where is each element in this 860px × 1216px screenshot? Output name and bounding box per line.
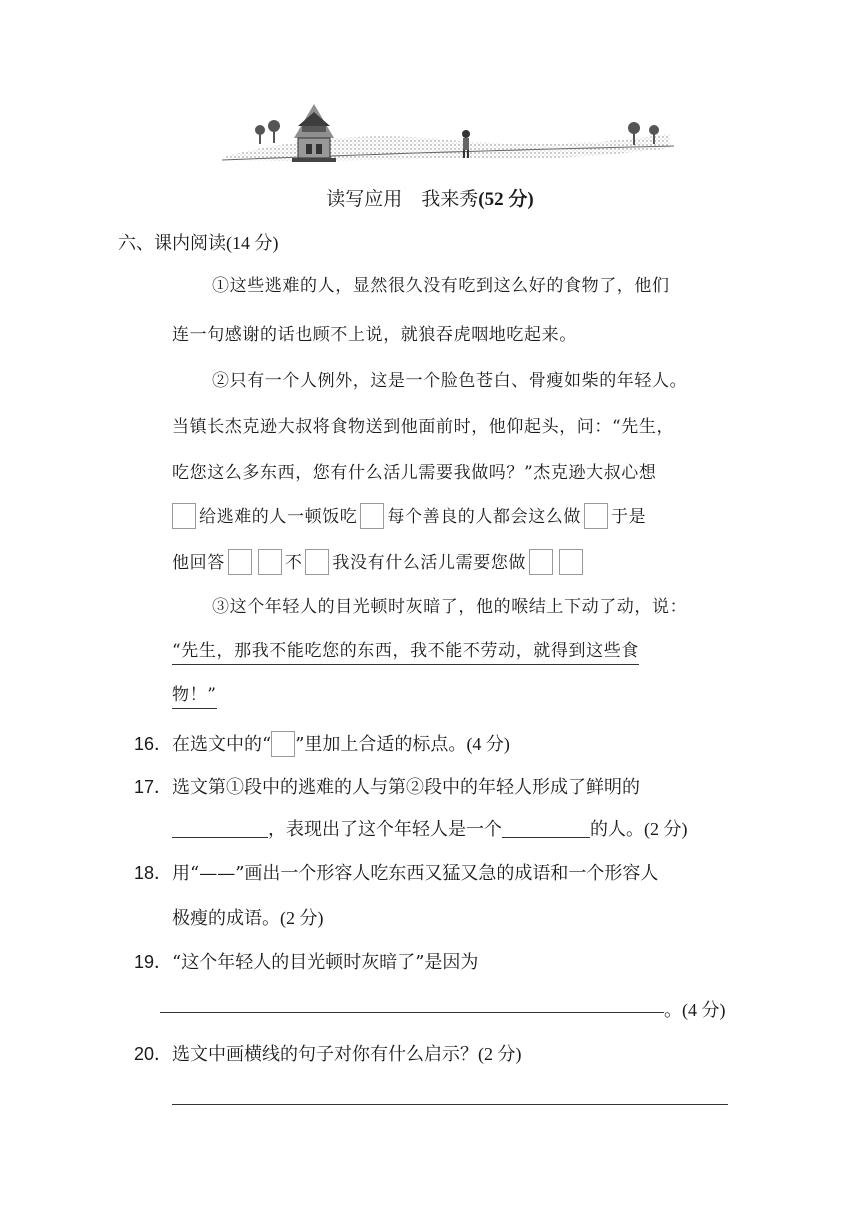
passage-p2-line2: 当镇长杰克逊大叔将食物送到他面前时，他仰起头，问：“先生，: [172, 417, 675, 437]
title-main: 读写应用 我来秀: [326, 188, 479, 210]
passage-p1-line2: 连一句感谢的话也顾不上说，就狼吞虎咽地吃起来。: [172, 325, 577, 345]
passage-p3-line3-underlined: 物！”: [172, 680, 217, 709]
punctuation-box[interactable]: [360, 503, 384, 529]
line-text: 每个善良的人都会这么做: [387, 507, 582, 527]
question-19: [134, 948, 478, 974]
passage-p3-line2-underlined: “先生，那我不能吃您的东西，我不能不劳动，就得到这些食: [172, 636, 639, 665]
line-text: 于是: [611, 507, 647, 527]
section-score: (14 分): [226, 233, 279, 253]
question-17-line2: [172, 815, 688, 841]
question-score: (4 分): [682, 1000, 726, 1020]
passage-p2-line1: ②只有一个人例外，这是一个脸色苍白、骨瘦如柴的年轻人。: [212, 371, 688, 391]
punctuation-box[interactable]: [228, 549, 252, 575]
question-17: [134, 773, 640, 799]
question-text: 。: [664, 1000, 682, 1021]
question-text: “这个年轻人的目光顿时灰暗了”是因为: [172, 952, 479, 973]
question-18: [134, 859, 658, 885]
passage-p1-line1: ①这些逃难的人，显然很久没有吃到这么好的食物了，他们: [212, 276, 670, 296]
question-18-line2: [172, 904, 324, 930]
answer-line[interactable]: [172, 1104, 728, 1105]
question-score: (4 分): [466, 734, 510, 754]
line-text: 不: [284, 553, 303, 573]
question-text: ，表现出了这个年轻人是一个: [268, 819, 502, 840]
section-title: 六、课内阅读: [118, 233, 226, 254]
title-score: (52 分): [478, 189, 534, 210]
passage-p3-line1: ③这个年轻人的目光顿时灰暗了，他的喉结上下动了动，说：: [212, 597, 688, 617]
question-text: 的人。: [590, 819, 644, 840]
punctuation-box[interactable]: [305, 549, 329, 575]
header-illustration: [222, 100, 674, 172]
line-text: 给逃难的人一顿饭吃: [199, 507, 358, 527]
passage-p2-line3: 吃您这么多东西，您有什么活儿需要我做吗？”杰克逊大叔心想: [172, 463, 657, 483]
page-title: [0, 184, 860, 211]
punctuation-box[interactable]: [172, 503, 196, 529]
answer-line[interactable]: [160, 1012, 664, 1013]
example-box: [271, 731, 295, 757]
punctuation-box[interactable]: [559, 549, 583, 575]
question-score: (2 分): [478, 1044, 522, 1064]
question-text: 选文中画横线的句子对你有什么启示？: [172, 1044, 479, 1065]
question-number: 17．: [134, 777, 173, 797]
question-number: 20．: [134, 1044, 173, 1064]
line-text: 他回答: [172, 553, 225, 573]
question-16: [134, 730, 510, 757]
section-heading: [118, 229, 279, 255]
pavilion-icon: [292, 104, 336, 162]
question-text: ”里加上合适的标点。: [295, 734, 467, 755]
answer-blank[interactable]: [172, 819, 268, 838]
punctuation-box[interactable]: [258, 549, 282, 575]
question-number: 18．: [134, 863, 173, 883]
punctuation-box[interactable]: [529, 549, 553, 575]
question-19-end: [664, 996, 726, 1022]
passage-p2-line5: [172, 548, 586, 575]
question-number: 16．: [134, 734, 173, 754]
question-text: 选文第①段中的逃难的人与第②段中的年轻人形成了鲜明的: [172, 777, 641, 798]
question-score: (2 分): [280, 908, 324, 928]
question-text: 用“——”画出一个形容人吃东西又猛又急的成语和一个形容人: [172, 863, 659, 884]
punctuation-box[interactable]: [584, 503, 608, 529]
passage-p2-line4: [172, 502, 646, 529]
answer-blank[interactable]: [502, 819, 590, 838]
question-text: 在选文中的“: [172, 734, 272, 755]
question-text: 极瘦的成语。: [172, 908, 280, 929]
line-text: 我没有什么活儿需要您做: [332, 553, 527, 573]
question-20: [134, 1040, 522, 1066]
question-score: (2 分): [644, 819, 688, 839]
question-number: 19．: [134, 952, 173, 972]
